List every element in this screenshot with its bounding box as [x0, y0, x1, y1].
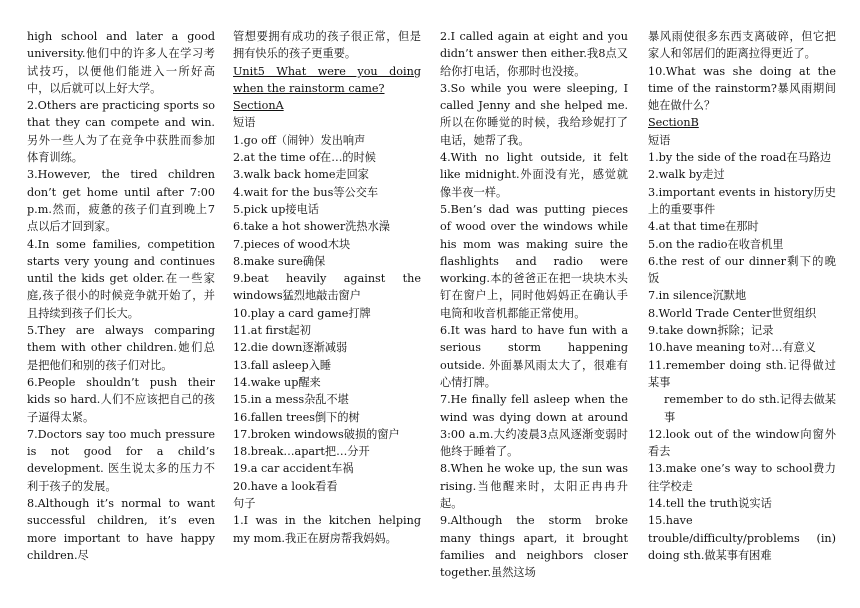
sentence-item: 9.Although the storm broke many things apart, it brought families and neighbors closer together.虽然这场 — [440, 514, 628, 580]
phrase-item: 5.on the radio在收音机里 — [648, 237, 784, 251]
sentence-item: 8.When he woke up, the sun was rising.当他醒来时，太阳正冉冉升起。 — [440, 462, 628, 511]
paragraph: 2.Others are practicing sports so that they can compete and win.另外一些人为了在竞争中获胜而参加体育训练。 — [27, 99, 215, 165]
phrase-item: 15.have trouble/difficulty/problems (in) doing sth.做某事有困难 — [648, 514, 836, 562]
paragraph: 3.However, the tired children don’t get home until after 7:00 p.m.然而，疲惫的孩子们直到晚上7点以后才回到家。 — [27, 168, 215, 234]
column-3 — [440, 28, 628, 582]
phrase-item: 11.at first起初 — [233, 324, 311, 338]
phrase-item: 16.fallen trees倒下的树 — [233, 410, 360, 424]
sentence-item: 4.With no light outside, it felt like midnight.外面没有光，感觉就像半夜一样。 — [440, 151, 628, 199]
paragraph: 4.In some families, competition starts very young and continues until the kids get older.在一些家庭,孩子很小的时候竞争就开始了，并且持续到孩子们长大。 — [27, 237, 215, 320]
phrase-item: 14.tell the truth说实话 — [648, 497, 772, 511]
sentence-item: 2.I called again at eight and you didn’t answer then either.我8点又给你打电话，你那时也没接。 — [440, 30, 628, 78]
phrase-item: 10.have meaning to对…有意义 — [648, 341, 816, 355]
sentences-label: 句子 — [233, 497, 256, 511]
phrases-label: 短语 — [233, 116, 256, 130]
phrase-item: remember to do sth.记得去做某事 — [664, 393, 836, 424]
column-1 — [27, 28, 215, 564]
phrase-item: 3.important events in history历史上的重要事件 — [648, 185, 836, 216]
sentence-item: 6.It was hard to have fun with a serious storm happening outside. 外面暴风雨太大了，很难有心情打牌。 — [440, 324, 628, 389]
phrase-item: 7.pieces of wood木块 — [233, 237, 351, 251]
paragraph: 7.Doctors say too much pressure is not good for a child’s development. 医生说太多的压力不利于孩子的发展。 — [27, 427, 215, 493]
paragraph: 暴风雨使很多东西支离破碎，但它把家人和邻居们的距离拉得更近了。 — [648, 30, 836, 61]
phrase-item: 12.look out of the window向窗外看去 — [648, 427, 836, 459]
phrase-item: 2.at the time of在…的时候 — [233, 151, 376, 165]
sentence-item: 3.So while you were sleeping, I called Jenny and she helped me.所以在你睡觉的时候，我给珍妮打了电话，她帮了我。 — [440, 81, 628, 147]
phrase-item: 10.play a card game打牌 — [233, 306, 371, 320]
unit-title: Unit5 What were you doing when the rainstorm came? — [233, 64, 421, 95]
phrase-item: 4.at that time在那时 — [648, 220, 759, 234]
sentence-item: 7.He finally fell asleep when the wind was dying down at around 3:00 a.m.大约凌晨3点风逐渐变弱时他终于睡着了。 — [440, 393, 628, 459]
column-2 — [233, 28, 421, 547]
phrase-item: 9.take down拆除；记录 — [648, 324, 774, 338]
phrase-item: 1.go off（闹钟）发出响声 — [233, 133, 366, 147]
phrase-item: 8.World Trade Center世贸组织 — [648, 306, 817, 320]
phrase-item: 18.break…apart把…分开 — [233, 445, 370, 459]
phrase-item: 13.make one’s way to school费力往学校走 — [648, 462, 836, 493]
phrase-item: 15.in a mess杂乱不堪 — [233, 393, 349, 407]
phrase-item: 5.pick up接电话 — [233, 202, 319, 216]
phrase-item: 17.broken windows破损的窗户 — [233, 427, 400, 441]
phrase-item: 19.a car accident车祸 — [233, 462, 354, 476]
section-heading: SectionB — [648, 116, 699, 130]
phrase-item: 3.walk back home走回家 — [233, 168, 369, 182]
sentence-item: 1.I was in the kitchen helping my mom.我正在厨房帮我妈妈。 — [233, 514, 421, 545]
section-heading: SectionA — [233, 99, 284, 113]
phrase-item: 9.beat heavily against the windows猛烈地敲击窗户 — [233, 272, 421, 303]
column-4 — [648, 28, 836, 564]
phrase-item: 4.wait for the bus等公交车 — [233, 185, 379, 199]
phrases-label: 短语 — [648, 133, 671, 147]
phrase-item: 2.walk by走过 — [648, 168, 725, 182]
phrase-item: 7.in silence沉默地 — [648, 289, 747, 303]
phrase-item: 12.die down逐渐减弱 — [233, 341, 348, 355]
phrase-item: 13.fall asleep入睡 — [233, 358, 332, 372]
paragraph: 6.People shouldn’t push their kids so hard.人们不应该把自己的孩子逼得太紧。 — [27, 375, 215, 424]
phrase-item: 14.wake up醒来 — [233, 375, 321, 389]
paragraph: 5.They are always comparing them with other children.她们总是把他们和别的孩子们对比。 — [27, 324, 215, 372]
paragraph: 管想要拥有成功的孩子很正常，但是拥有快乐的孩子更重要。 — [233, 30, 421, 61]
sentence-item: 10.What was she doing at the time of the rainstorm?暴风雨期间她在做什么？ — [648, 64, 836, 113]
phrase-item: 8.make sure确保 — [233, 254, 326, 268]
phrase-item: 6.take a hot shower洗热水澡 — [233, 220, 390, 234]
paragraph: 8.Although it’s normal to want successful children, it’s even more important to have happy children.尽 — [27, 497, 215, 562]
paragraph: high school and later a good university.他们中的许多人在学习考试技巧，以便他们能进入一所好高中，以后就可以上好大学。 — [27, 30, 215, 95]
phrase-item: 20.have a look看看 — [233, 479, 338, 493]
sentence-item: 5.Ben’s dad was putting pieces of wood over the windows while his mom was making suire the flashlights and radio were working.本的爸爸正在把一块块木头钉在窗户上，同时他妈妈正在确认手电筒和收音机都能正常使用。 — [440, 202, 628, 320]
phrase-item: 11.remember doing sth.记得做过某事 — [648, 358, 836, 389]
phrase-item: 6.the rest of our dinner剩下的晚饭 — [648, 254, 836, 286]
phrase-item: 1.by the side of the road在马路边 — [648, 151, 832, 165]
